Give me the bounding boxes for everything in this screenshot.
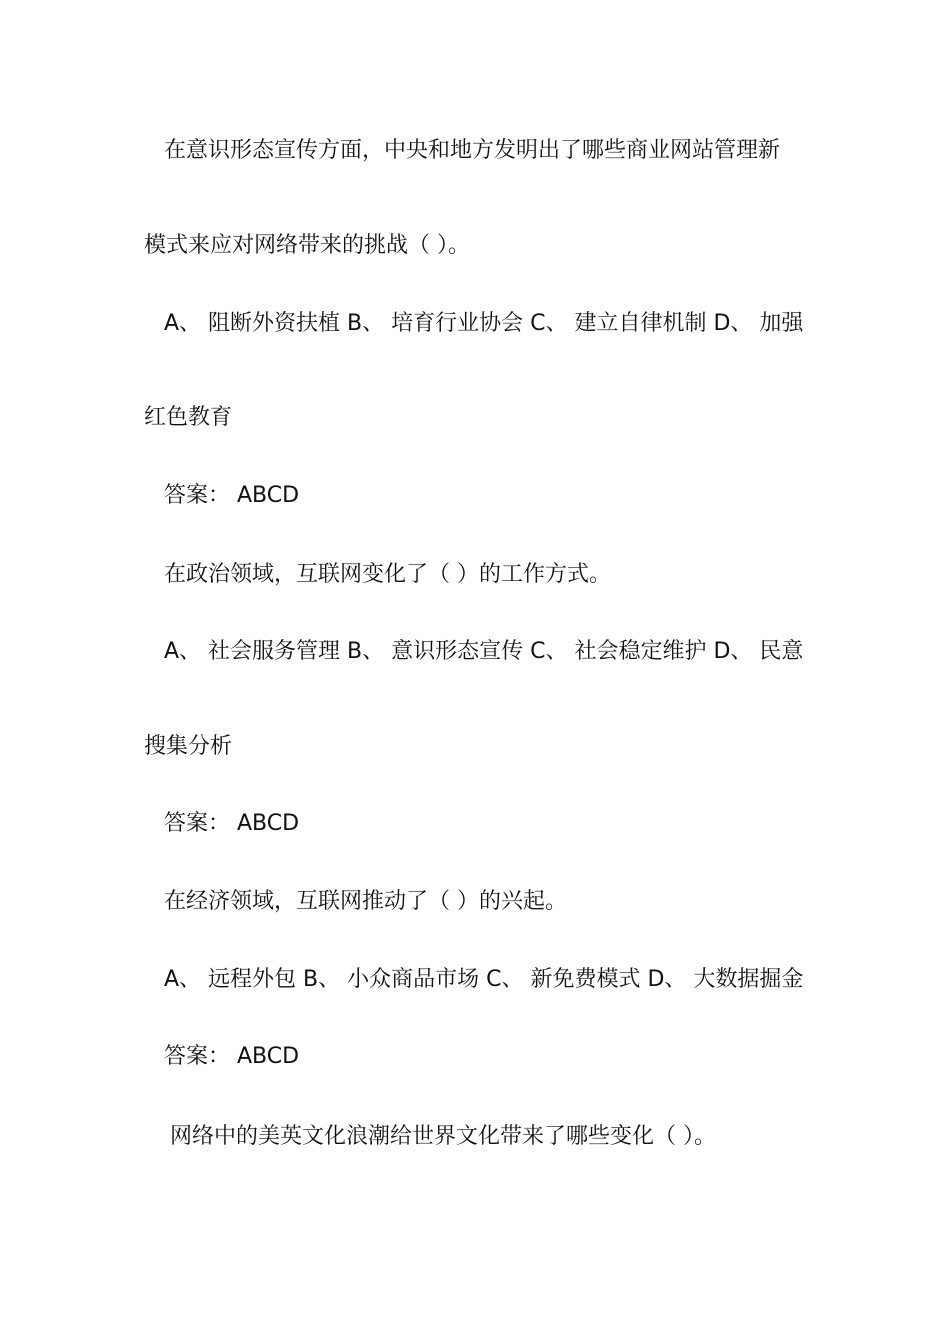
question-1-stem-line2: 模式来应对网络带来的挑战（ ）。: [144, 233, 470, 258]
question-2-options-line1: A、 社会服务管理 B、 意识形态宣传 C、 社会稳定维护 D、 民意: [164, 639, 804, 664]
question-1-answer: 答案： ABCD: [164, 483, 300, 508]
question-2-stem-line1: 在政治领域，互联网变化了（ ）的工作方式。: [164, 562, 611, 587]
question-3-answer: 答案： ABCD: [164, 1044, 300, 1069]
question-3-stem-line1: 在经济领域，互联网推动了（ ）的兴起。: [164, 889, 567, 914]
question-4-stem-line1: 网络中的美英文化浪潮给世界文化带来了哪些变化（ ）。: [170, 1124, 716, 1149]
question-1-options-line2: 红色教育: [144, 405, 233, 430]
question-1-options-line1: A、 阻断外资扶植 B、 培育行业协会 C、 建立自律机制 D、 加强: [164, 311, 804, 336]
question-2-answer: 答案： ABCD: [164, 811, 300, 836]
question-1-stem-line1: 在意识形态宣传方面，中央和地方发明出了哪些商业网站管理新: [164, 138, 781, 163]
question-3-options-line1: A、 远程外包 B、 小众商品市场 C、 新免费模式 D、 大数据掘金: [164, 967, 804, 992]
question-2-options-line2: 搜集分析: [144, 734, 233, 759]
